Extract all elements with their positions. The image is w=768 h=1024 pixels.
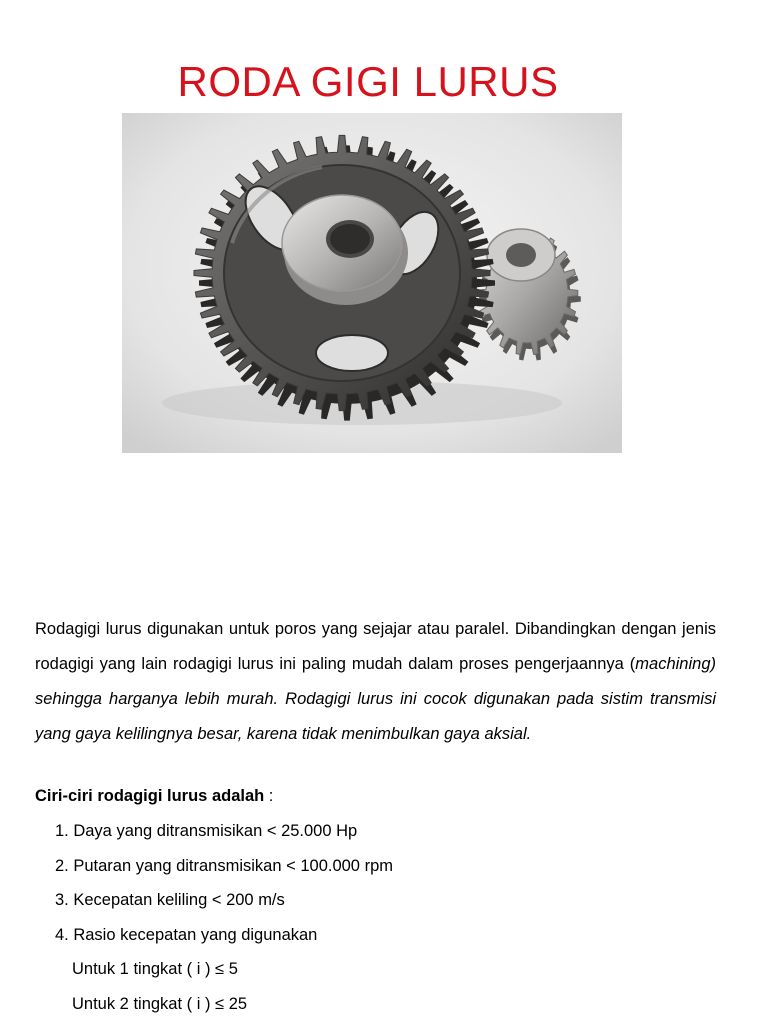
characteristics-heading-colon: :	[264, 787, 274, 805]
page-title: RODA GIGI LURUS	[177, 58, 559, 105]
spur-gear-image	[122, 113, 622, 453]
characteristics-heading-text: Ciri-ciri rodagigi lurus adalah	[35, 787, 265, 805]
spur-gear-illustration	[122, 113, 622, 453]
characteristics-list	[55, 816, 393, 1023]
paragraph-part-2-italic: machining) sehingga harganya lebih murah. Rodagigi lurus ini cocok digunakan pada sistim transmisi yang gaya kelilingnya besar, karena tidak menimbulkan gaya aksial.	[35, 655, 716, 743]
pinion-bore	[506, 243, 536, 267]
list-item: 1. Daya yang ditransmisikan < 25.000 Hp	[55, 822, 358, 840]
sub-list-item: Untuk 1 tingkat ( i ) ≤ 5	[72, 960, 238, 978]
list-item: 2. Putaran yang ditransmisikan < 100.000 rpm	[55, 856, 393, 875]
hub-bore-inner	[330, 224, 370, 254]
sub-list-item: Untuk 2 tingkat ( i ) ≤ 25	[72, 994, 248, 1013]
spoke-window	[316, 335, 388, 371]
paragraph-part-1: Rodagigi lurus digunakan untuk poros yang sejajar atau paralel. Dibandingkan dengan jenis rodagigi yang lain rodagigi lurus ini paling mudah dalam proses pengerjaannya (	[35, 620, 716, 673]
list-item: 3. Kecepatan keliling < 200 m/s	[55, 891, 285, 909]
description-paragraph	[35, 612, 716, 752]
list-item: 4. Rasio kecepatan yang digunakan	[55, 925, 318, 944]
characteristics-heading	[35, 781, 273, 811]
